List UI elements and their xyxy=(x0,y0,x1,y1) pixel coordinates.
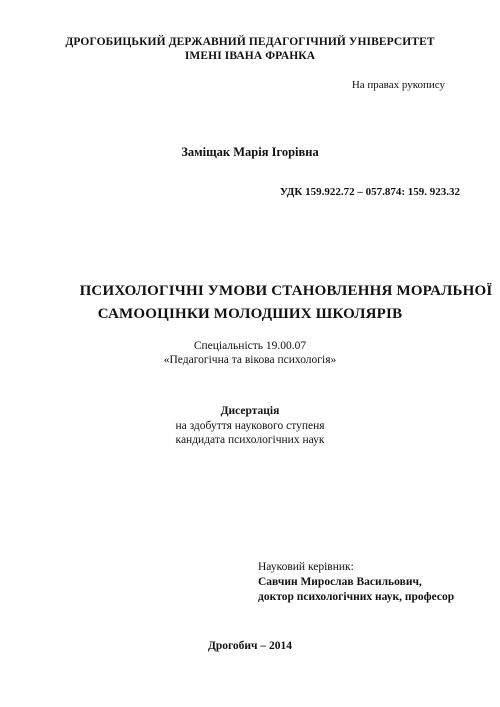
supervisor-degree: доктор психологічних наук, професор xyxy=(258,591,455,603)
dissertation-heading: Дисертація xyxy=(220,405,280,417)
supervisor-label: Науковий керівник: xyxy=(258,561,354,573)
university-name-line2: ІМЕНІ ІВАНА ФРАНКА xyxy=(184,50,316,62)
supervisor-name: Савчин Мирослав Васильович, xyxy=(258,576,422,588)
city-year: Дрогобич – 2014 xyxy=(207,640,293,652)
dissertation-title-line2: САМООЦІНКИ МОЛОДШИХ ШКОЛЯРІВ xyxy=(97,306,403,322)
dissertation-degree-line2: кандидата психологічних наук xyxy=(175,434,325,446)
dissertation-degree-line1: на здобуття наукового ступеня xyxy=(175,420,325,432)
author-name: Заміщак Марія Ігорівна xyxy=(181,145,319,159)
university-name-line1: ДРОГОБИЦЬКИЙ ДЕРЖАВНИЙ ПЕДАГОГІЧНИЙ УНІВЕРСИТЕТ xyxy=(65,36,435,48)
specialty-code: Спеціальність 19.00.07 xyxy=(193,340,307,352)
udk-code: УДК 159.922.72 – 057.874: 159. 923.32 xyxy=(279,186,460,198)
manuscript-note: На правах рукопису xyxy=(351,79,445,91)
specialty-name: «Педагогічна та вікова психологія» xyxy=(163,354,337,366)
dissertation-title-line1: ПСИХОЛОГІЧНІ УМОВИ СТАНОВЛЕННЯ МОРАЛЬНОЇ xyxy=(79,283,493,299)
